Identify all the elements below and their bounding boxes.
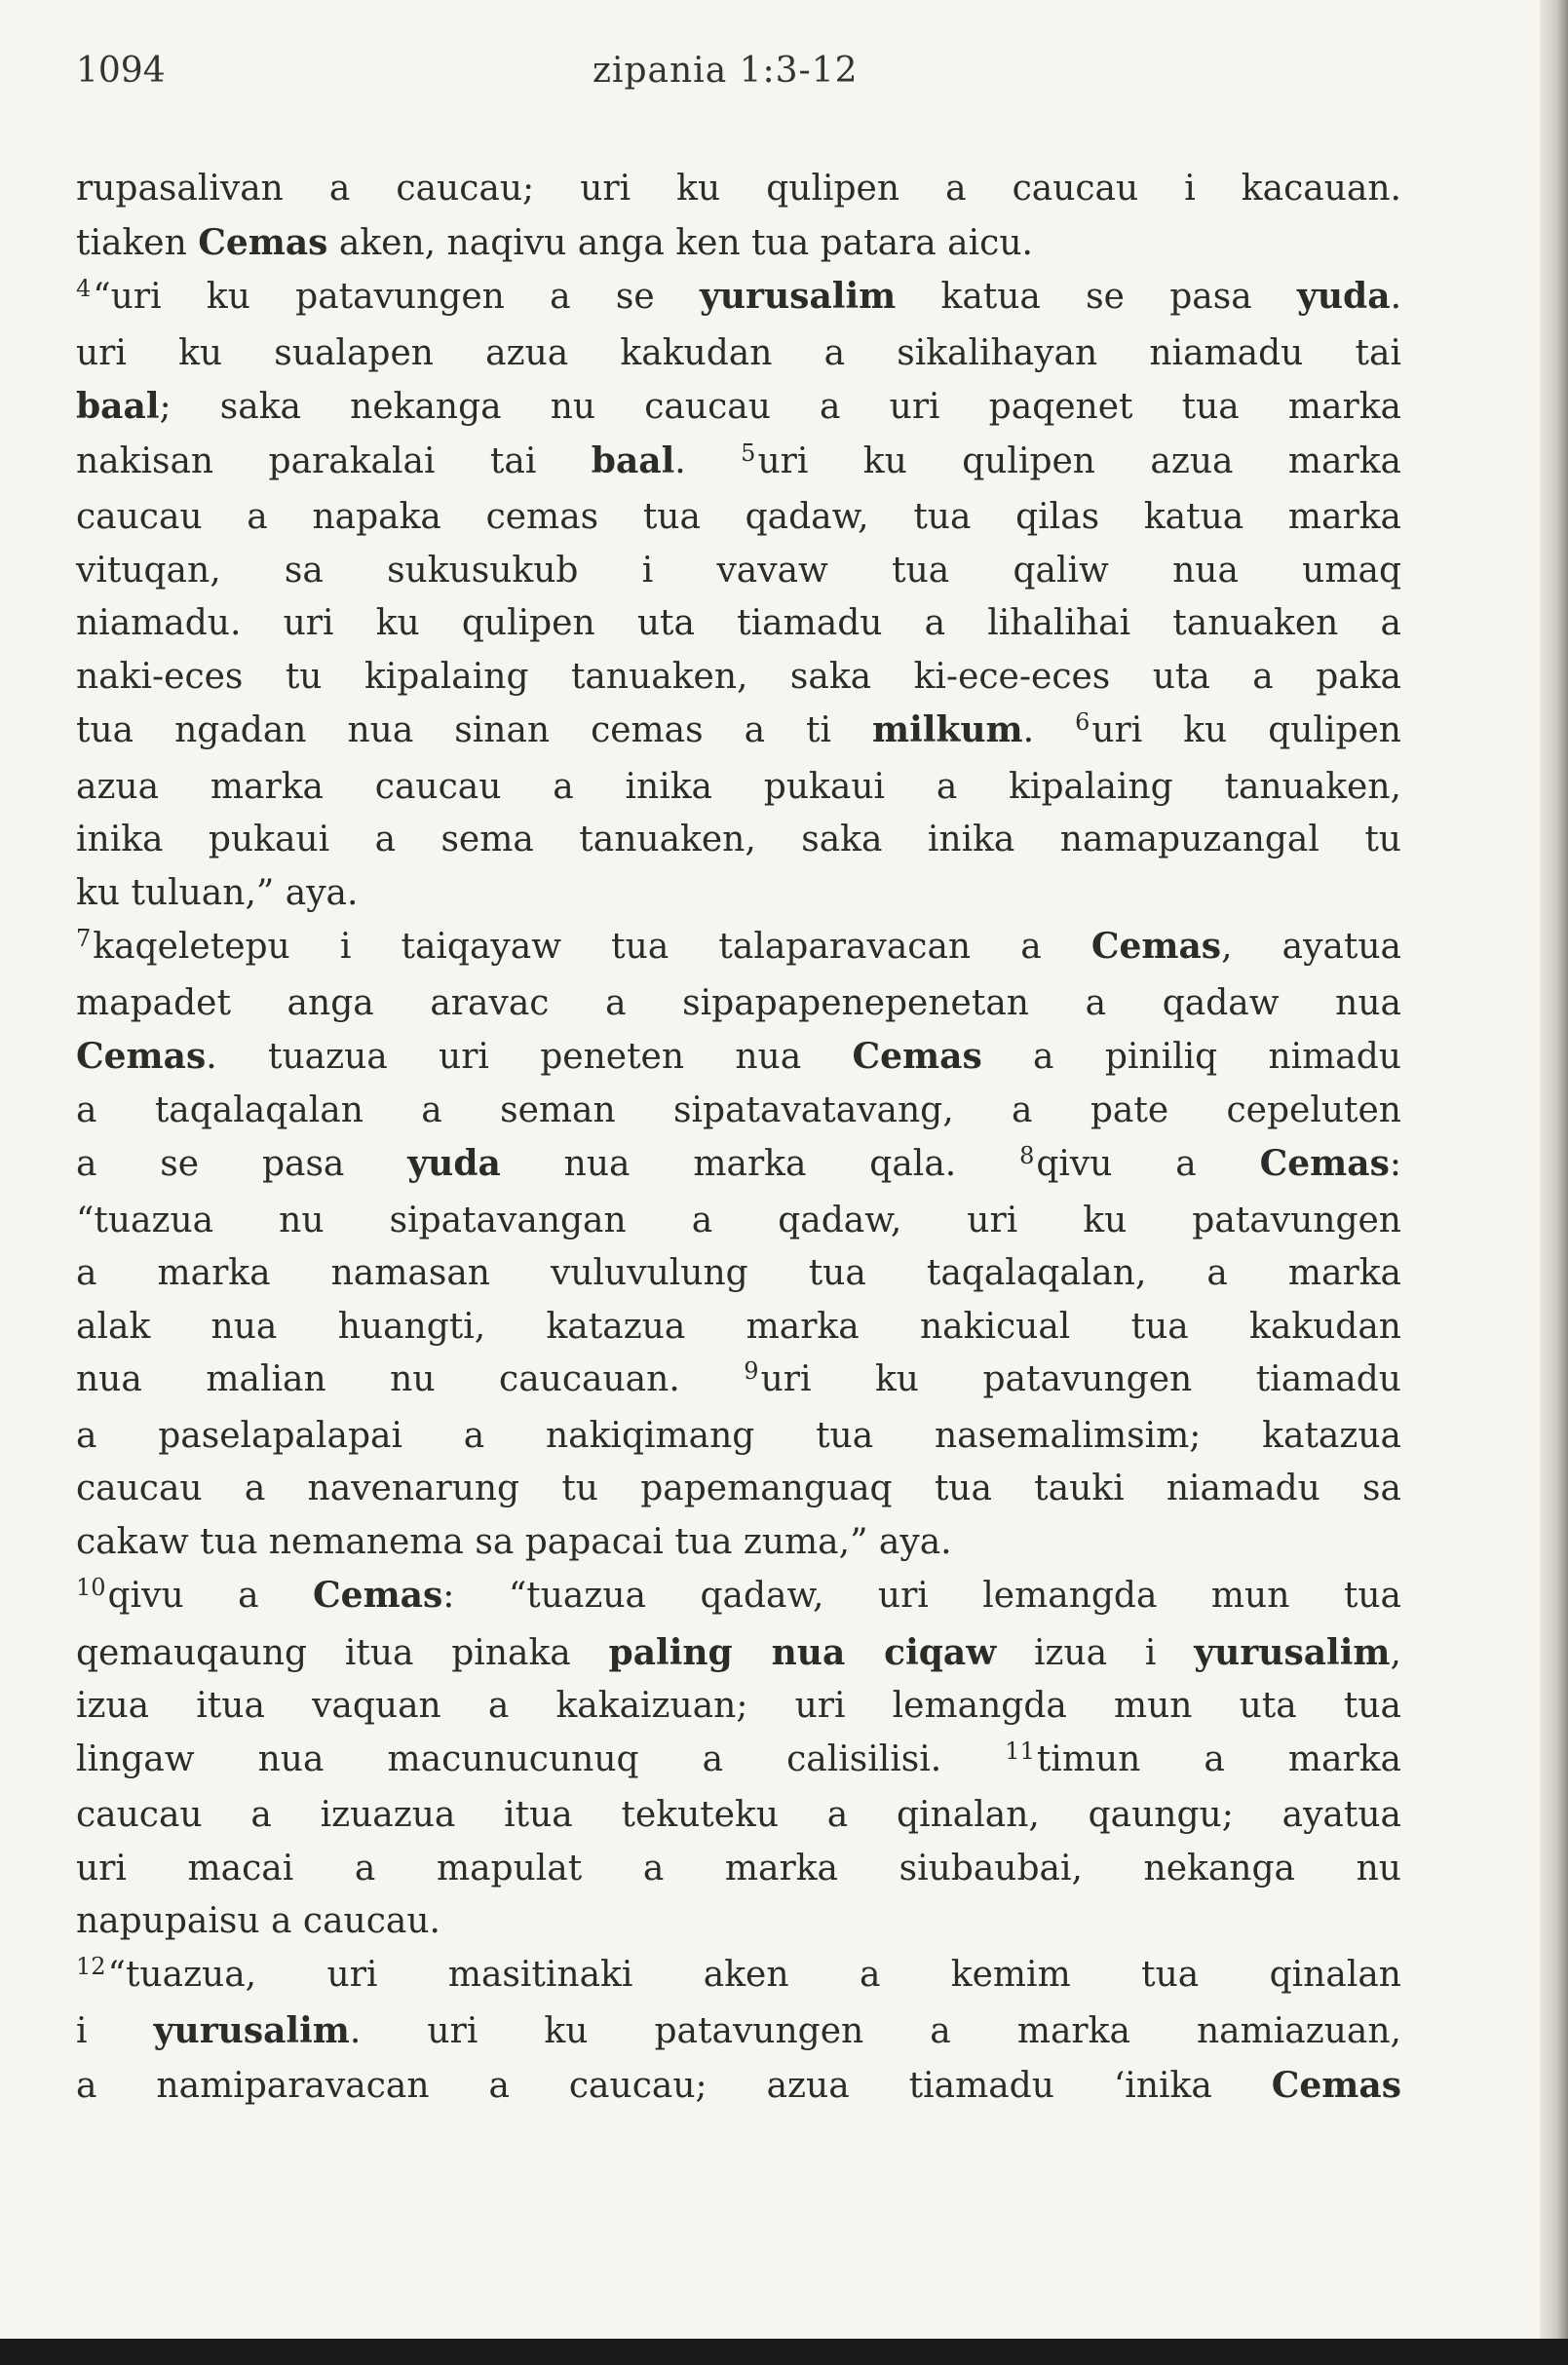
text-line: inika pukaui a sema tanuaken, saka inika namapuzangal tu bbox=[76, 820, 1401, 859]
paragraph-verse-7 bbox=[76, 920, 1401, 1569]
text-line: nakisan parakalai tai baal. $^5$uri ku qulipen azua marka bbox=[76, 439, 1402, 481]
verse-number: 7 bbox=[76, 925, 92, 952]
text-line: vituqan, sa sukusukub i vavaw tua qaliw nua umaq bbox=[76, 550, 1401, 591]
text-line: $^7$kaqeletepu i taiqayaw tua talaparavacan a Cemas, ayatua bbox=[76, 925, 1402, 967]
verse-number: 5 bbox=[741, 439, 756, 467]
paragraph-continuation bbox=[76, 163, 1401, 270]
text-line: alak nua huangti, katazua marka nakicual tua kakudan bbox=[76, 1306, 1401, 1347]
verse-number: 10 bbox=[76, 1574, 106, 1601]
text-line: lingaw nua macunucunuq a calisilisi. $^{11}$timun a marka bbox=[76, 1736, 1401, 1779]
scan-border bbox=[0, 2339, 1568, 2365]
text-line: i yurusalim. uri ku patavungen a marka namiazuan, bbox=[76, 2010, 1401, 2051]
text-line: uri macai a mapulat a marka siubaubai, nekanga nu bbox=[76, 1848, 1401, 1888]
text-line: a taqalaqalan a seman sipatavatavang, a pate cepeluten bbox=[76, 1089, 1401, 1130]
text-line: naki-eces tu kipalaing tanuaken, saka ki-ece-eces uta a paka bbox=[76, 656, 1401, 697]
verse-number: 8 bbox=[1019, 1142, 1035, 1169]
paragraph-verse-4 bbox=[76, 270, 1401, 920]
text-line: qemauqaung itua pinaka paling nua ciqaw izua i yurusalim, bbox=[76, 1631, 1401, 1673]
text-line: $^{12}$“tuazua, uri masitinaki aken a kemim tua qinalan bbox=[76, 1952, 1401, 1995]
text-line: cakaw tua nemanema sa papacai tua zuma,” aya. bbox=[76, 1521, 952, 1562]
page-edge bbox=[1540, 0, 1568, 2365]
verse-number: 9 bbox=[744, 1357, 759, 1385]
verse-number: 12 bbox=[76, 1952, 106, 1980]
running-head: zipania 1:3-12 bbox=[593, 51, 859, 91]
verse-number: 6 bbox=[1075, 708, 1090, 736]
text-line: a paselapalapai a nakiqimang tua nasemalimsim; katazua bbox=[76, 1415, 1401, 1456]
text-line: mapadet anga aravac a sipapapenepenetan a qadaw nua bbox=[76, 982, 1401, 1023]
text-line: napupaisu a caucau. bbox=[76, 1901, 440, 1941]
text-line: $^{10}$qivu a Cemas: “tuazua qadaw, uri lemangda mun tua bbox=[76, 1574, 1401, 1616]
text-line: “tuazua nu sipatavangan a qadaw, uri ku patavungen bbox=[76, 1200, 1401, 1240]
text-line: tua ngadan nua sinan cemas a ti milkum. $^6$uri ku qulipen bbox=[76, 708, 1401, 750]
text-line: azua marka caucau a inika pukaui a kipalaing tanuaken, bbox=[76, 766, 1401, 807]
body-text bbox=[76, 163, 1401, 2113]
text-line: nua malian nu caucauan. $^9$uri ku patavungen tiamadu bbox=[76, 1357, 1401, 1399]
text-line: $^4$“uri ku patavungen a se yurusalim katua se pasa yuda. bbox=[76, 275, 1402, 317]
text-line: caucau a navenarung tu papemanguaq tua tauki niamadu sa bbox=[76, 1469, 1401, 1508]
text-line: tiaken Cemas aken, naqivu anga ken tua patara aicu. bbox=[76, 221, 1033, 263]
text-line: Cemas. tuazua uri peneten nua Cemas a piniliq nimadu bbox=[76, 1036, 1401, 1077]
verse-number: 11 bbox=[1005, 1736, 1035, 1765]
text-line: ku tuluan,” aya. bbox=[76, 872, 359, 913]
text-line: niamadu. uri ku qulipen uta tiamadu a lihalihai tanuaken a bbox=[76, 603, 1401, 643]
text-line: rupasalivan a caucau; uri ku qulipen a caucau i kacauan. bbox=[76, 169, 1401, 209]
text-line: izua itua vaquan a kakaizuan; uri lemangda mun uta tua bbox=[76, 1686, 1401, 1726]
text-line: uri ku sualapen azua kakudan a sikalihayan niamadu tai bbox=[76, 332, 1401, 373]
page-number: 1094 bbox=[76, 51, 166, 91]
text-line: a namiparavacan a caucau; azua tiamadu ‘inika Cemas bbox=[76, 2064, 1401, 2106]
verse-number: 4 bbox=[76, 275, 92, 302]
page-header bbox=[76, 51, 1401, 109]
text-line: a se pasa yuda nua marka qala. $^8$qivu a Cemas: bbox=[76, 1142, 1401, 1184]
paragraph-verse-10 bbox=[76, 1569, 1401, 1949]
paragraph-verse-12 bbox=[76, 1949, 1401, 2114]
text-line: caucau a izuazua itua tekuteku a qinalan, qaungu; ayatua bbox=[76, 1795, 1401, 1835]
text-line: baal; saka nekanga nu caucau a uri paqenet tua marka bbox=[76, 386, 1401, 427]
text-line: caucau a napaka cemas tua qadaw, tua qilas katua marka bbox=[76, 497, 1401, 537]
text-line: a marka namasan vuluvulung tua taqalaqalan, a marka bbox=[76, 1253, 1401, 1293]
